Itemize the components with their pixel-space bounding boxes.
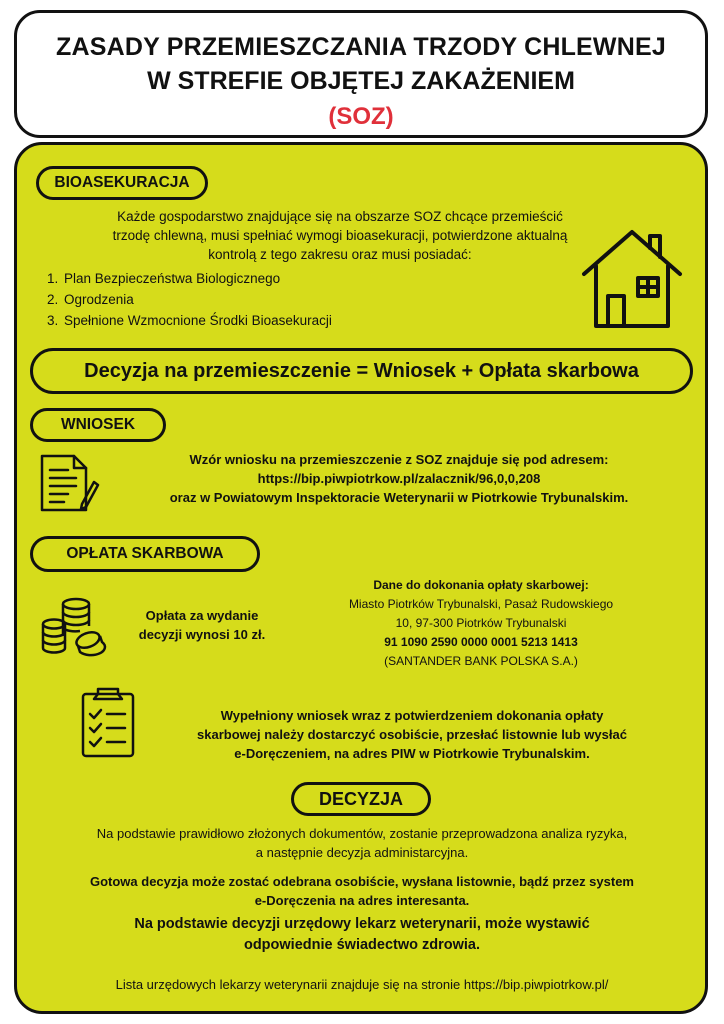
bank-name: (SANTANDER BANK POLSKA S.A.): [384, 654, 578, 668]
title-box: [14, 10, 708, 138]
submission-line: e-Doręczeniem, na adres PIW w Piotrkowie Trybunalskim.: [234, 746, 590, 761]
decyzja-heading: DECYZJA: [291, 782, 431, 816]
document-icon: [38, 452, 98, 514]
decyzja-line: Na podstawie decyzji urzędowy lekarz weterynarii, może wystawić: [134, 916, 590, 932]
wniosek-text: [104, 450, 694, 507]
decyzja-line: Na podstawie prawidłowo złożonych dokumentów, zostanie przeprowadzona analiza ryzyka,: [96, 826, 628, 841]
fee-line: Opłata za wydanie: [145, 608, 259, 623]
submission-line: skarbowej należy dostarczyć osobiście, przesłać listownie lub wysłać: [197, 727, 627, 742]
account-number: 91 1090 2590 0000 0001 5213 1413: [384, 635, 578, 649]
decyzja-line: Gotowa decyzja może zostać odebrana osobiście, wysłana listownie, bądź przez system: [89, 874, 634, 889]
payment-address: Miasto Piotrków Trybunalski, Pasaż Rudowskiego: [348, 597, 614, 611]
formula-banner: Decyzja na przemieszczenie = Wniosek + Opłata skarbowa: [30, 348, 693, 394]
list-item: 2. Ogrodzenia: [62, 289, 332, 310]
wniosek-url: https://bip.piwpiotrkow.pl/zalacznik/96,0,0,208: [257, 471, 541, 486]
wniosek-line: oraz w Powiatowym Inspektoracie Weterynarii w Piotrkowie Trybunalskim.: [169, 490, 629, 505]
bioasekuracja-intro-line: trzodę chlewną, musi spełniać wymogi bioasekuracji, potwierdzone aktualną: [112, 228, 568, 243]
house-icon: [582, 230, 682, 330]
submission-text: [150, 706, 674, 763]
title-soz: (SOZ): [328, 103, 394, 130]
decyzja-line: e-Doręczenia na adres interesanta.: [254, 893, 470, 908]
payment-title: Dane do dokonania opłaty skarbowej:: [373, 578, 589, 592]
list-item: 1. Plan Bezpieczeństwa Biologicznego: [62, 268, 332, 289]
bioasekuracja-intro-line: kontrolą z tego zakresu oraz musi posiadać:: [208, 247, 472, 262]
submission-line: Wypełniony wniosek wraz z potwierdzeniem dokonania opłaty: [220, 708, 604, 723]
checklist-icon: [80, 686, 136, 758]
wniosek-heading: WNIOSEK: [30, 408, 166, 442]
list-item: 3. Spełnione Wzmocnione Środki Bioasekuracji: [62, 310, 332, 331]
bioasekuracja-heading: BIOASEKURACJA: [36, 166, 208, 200]
payment-address: 10, 97-300 Piotrków Trybunalski: [395, 616, 567, 630]
decyzja-line: odpowiednie świadectwo zdrowia.: [243, 937, 481, 953]
decyzja-line: a następnie decyzja administarcyjna.: [255, 845, 469, 860]
decyzja-p2: [30, 872, 694, 910]
footer-vets-list: Lista urzędowych lekarzy weterynarii znajduje się na stronie https://bip.piwpiotrkow.pl/: [115, 977, 609, 992]
title-line-1: ZASADY PRZEMIESZCZANIA TRZODY CHLEWNEJ: [56, 33, 666, 61]
oplata-heading: OPŁATA SKARBOWA: [30, 536, 260, 572]
decyzja-p1: [30, 824, 694, 862]
wniosek-line: Wzór wniosku na przemieszczenie z SOZ znajduje się pod adresem:: [189, 452, 609, 467]
title-line-2: W STREFIE OBJĘTEJ ZAKAŻENIEM: [147, 67, 575, 95]
requirements-list: [48, 268, 332, 331]
fee-text: [116, 606, 288, 644]
fee-line: decyzji wynosi 10 zł.: [138, 627, 266, 642]
coins-icon: [40, 596, 106, 658]
payment-details: [300, 576, 662, 671]
decyzja-p3: [30, 914, 694, 956]
bioasekuracja-intro-line: Każde gospodarstwo znajdujące się na obszarze SOZ chcące przemieścić: [117, 209, 563, 224]
bioasekuracja-intro: [60, 207, 620, 264]
